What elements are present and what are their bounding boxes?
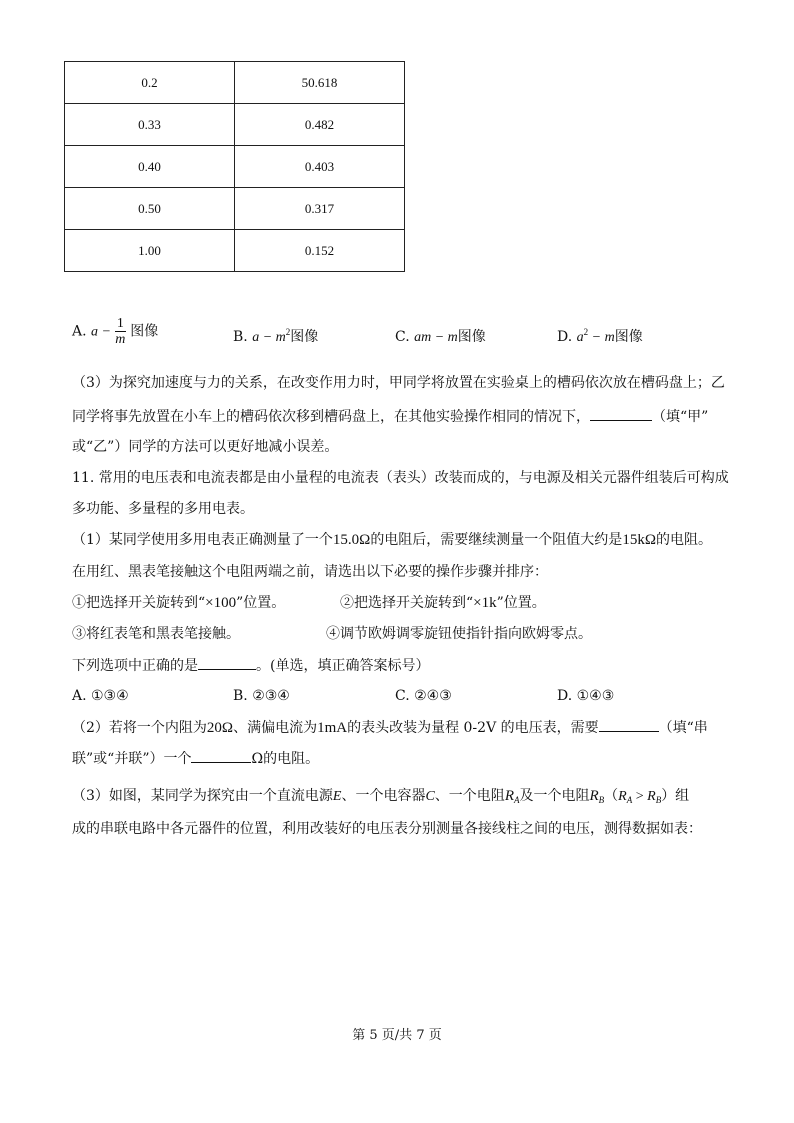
option-c-label: C. [395, 329, 410, 345]
data-table [64, 61, 405, 272]
q11-2-hint: （填“串 [658, 720, 708, 736]
step-2 [340, 593, 546, 613]
option-a-var: a [91, 324, 99, 340]
step-2-tail: ”位置。 [496, 595, 546, 611]
answer-blank[interactable] [198, 655, 256, 670]
symbol-R: R [647, 789, 656, 804]
choose-hint: 。(单选，填正确答案标号） [256, 658, 430, 674]
q11-1-line1 [72, 530, 712, 550]
q11-2-text-c: 的表头改装为量程 0-2V 的电压表，需要 [347, 720, 599, 736]
option-a-label: A. [72, 323, 87, 340]
table-row [65, 230, 405, 272]
table-cell-mass: 0.50 [65, 188, 235, 230]
q11-2-tail: Ω的电阻。 [251, 751, 320, 767]
option-d [557, 326, 643, 346]
q11-3-text-a: （3）如图，某同学为探究由一个直流电源 [72, 788, 333, 804]
q11-intro-line2: 多功能、多量程的多用电表。 [72, 501, 254, 517]
q11-3-line2: 成的串联电路中各元器件的位置，利用改装好的电压表分别测量各接线柱之间的电压，测得数据如表： [72, 821, 702, 837]
table-cell-mass: 0.2 [65, 62, 235, 104]
table-row [65, 188, 405, 230]
option-a [72, 316, 158, 347]
answer-blank[interactable] [599, 717, 659, 732]
subscript-B: B [655, 795, 662, 805]
option-b-expr: a − m [252, 330, 286, 345]
table-row [65, 104, 405, 146]
option-b [233, 326, 318, 346]
subscript-A: A [513, 795, 520, 805]
table-cell-value: 0.403 [235, 146, 405, 188]
fraction-denominator: m [115, 332, 126, 347]
option-a-fraction [115, 316, 126, 347]
q10-3-hint: （填“甲” [652, 409, 709, 425]
answer-blank[interactable] [590, 406, 652, 421]
page-footer: 第 5 页/共 7 页 [352, 1028, 442, 1043]
q11-2-text-b: 、满偏电流为 [233, 720, 318, 736]
option-d-expr: − m [588, 330, 615, 345]
option-d-label: D. [557, 329, 573, 345]
table-cell-value: 0.482 [235, 104, 405, 146]
q11-1-text-b: 的电阻后，需要继续测量一个阻值大约是 [370, 532, 623, 548]
option-c [395, 326, 486, 346]
q11-3-text-b: 、一个电容器 [341, 788, 426, 804]
table-cell-mass: 1.00 [65, 230, 235, 272]
q10-3-line1: （3）为探究加速度与力的关系，在改变作用力时，甲同学将放置在实验桌上的槽码依次放在槽码盘上；乙 [72, 375, 725, 391]
option-a-minus: − [102, 324, 111, 340]
table-cell-mass: 0.33 [65, 104, 235, 146]
q10-3-text: 同学将事先放置在小车上的槽码依次移到槽码盘上，在其他实验操作相同的情况下， [72, 409, 590, 425]
table-row [65, 62, 405, 104]
choice-a: A. ①③④ [72, 688, 129, 704]
q11-2-text-d: 联”或“并联”）一个 [72, 751, 192, 767]
step-1-value: ×100 [205, 595, 237, 611]
q11-1-value2: 15kΩ [622, 532, 656, 548]
symbol-C: C [425, 789, 435, 804]
choice-b: B. ②③④ [233, 688, 290, 704]
paren-open: （ [604, 788, 619, 804]
subscript-A: A [626, 795, 633, 805]
choice-c: C. ②④③ [395, 688, 452, 704]
q11-3-line1 [72, 786, 689, 807]
q11-1-text-c: 的电阻。 [655, 532, 712, 548]
symbol-E: E [332, 789, 342, 804]
q11-2-text-a: （2）若将一个内阻为 [72, 720, 207, 736]
q11-3-text-d: 及一个电阻 [519, 788, 590, 804]
symbol-R: R [618, 789, 627, 804]
q11-2-line2 [72, 748, 319, 769]
symbol-R: R [504, 788, 514, 804]
q11-1-choose [72, 655, 429, 676]
choose-text: 下列选项中正确的是 [72, 658, 198, 674]
option-c-tail: 图像 [457, 329, 486, 345]
q11-2-line1 [72, 717, 708, 738]
q11-2-current: 1mA [317, 720, 348, 736]
step-1-tail: ”位置。 [236, 595, 286, 611]
paren-close: ）组 [661, 788, 690, 804]
q11-1-text-a: （1）某同学使用多用电表正确测量了一个 [72, 532, 333, 548]
step-4: ④调节欧姆调零旋钮使指针指向欧姆零点。 [326, 626, 592, 642]
answer-blank[interactable] [191, 748, 251, 763]
option-d-tail: 图像 [614, 329, 643, 345]
q11-1-line2: 在用红、黑表笔接触这个电阻两端之前，请选出以下必要的操作步骤并排序： [72, 564, 548, 580]
step-1 [72, 593, 285, 613]
q11-3-text-c: 、一个电阻 [434, 788, 505, 804]
option-b-tail: 图像 [290, 329, 319, 345]
option-b-sup: 2 [285, 327, 291, 337]
choice-d: D. ①④③ [557, 688, 615, 704]
subscript-B: B [598, 795, 605, 805]
greater-than: > [632, 789, 648, 804]
table-cell-value: 0.152 [235, 230, 405, 272]
fraction-numerator: 1 [116, 316, 124, 331]
q11-intro-line1: 11. 常用的电压表和电流表都是由小量程的电流表（表头）改装而成的，与电源及相关元器件组装后可构成 [72, 470, 729, 486]
table-cell-value: 50.618 [235, 62, 405, 104]
q11-2-resistance: 20Ω [206, 720, 234, 736]
symbol-R: R [589, 788, 599, 804]
option-d-sup: 2 [583, 327, 589, 337]
option-a-tail: 图像 [130, 323, 159, 340]
option-c-expr: am − m [414, 330, 458, 345]
option-d-var: a [576, 330, 584, 345]
step-2-text: ②把选择开关旋转到“ [340, 595, 474, 611]
option-b-label: B. [233, 329, 248, 345]
step-1-text: ①把选择开关旋转到“ [72, 595, 206, 611]
table-cell-value: 0.317 [235, 188, 405, 230]
q10-3-line2 [72, 406, 708, 427]
step-2-value: ×1k [473, 595, 497, 611]
q11-1-value1: 15.0Ω [332, 532, 371, 548]
table-cell-mass: 0.40 [65, 146, 235, 188]
q10-3-line3: 或“乙”）同学的方法可以更好地减小误差。 [72, 439, 339, 455]
step-3: ③将红表笔和黑表笔接触。 [72, 626, 240, 642]
table-row [65, 146, 405, 188]
